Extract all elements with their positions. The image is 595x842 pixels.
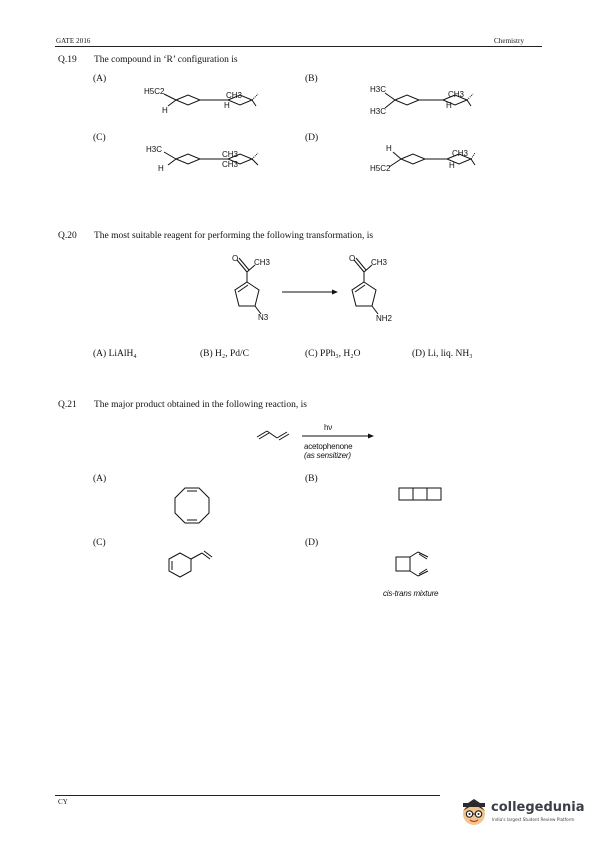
q21-option-d: (D): [305, 538, 319, 548]
q19-a-h2: H: [224, 101, 230, 110]
header-rule: [55, 46, 542, 47]
q19-b-h3c-top: H3C: [370, 85, 387, 94]
q21-arrow-top-label: hν: [324, 423, 333, 432]
q21-d-bicyclic: [394, 551, 438, 581]
collegedunia-logo[interactable]: [460, 797, 590, 831]
q21-a-cyclooctadiene: [172, 486, 212, 526]
q20-reactant-ch3: CH3: [254, 258, 271, 267]
q21-arrow-reagent: acetophenone: [304, 442, 353, 451]
header-exam: GATE 2016: [56, 37, 91, 45]
q20-number: Q.20: [58, 231, 77, 241]
brand-tagline: India's largest Student Review Platform: [492, 817, 575, 822]
q20-option-c: (C) PPh₃, H₂O: [305, 349, 361, 359]
footer-rule: [55, 795, 440, 796]
q19-option-b: (B): [305, 74, 318, 84]
footer-code: CY: [58, 798, 68, 806]
q19-c-ch3-top: CH3: [222, 150, 239, 159]
q20-product-nh2: NH2: [376, 314, 393, 323]
q19-d-h5c2: H5C2: [370, 164, 391, 173]
q21-butadiene-structure: [256, 428, 296, 442]
q19-d-h2: H: [449, 161, 455, 170]
q19-c-h3c: H3C: [146, 145, 163, 154]
q19-a-h: H: [162, 106, 168, 115]
q19-option-a: (A): [93, 74, 107, 84]
q21-number: Q.21: [58, 400, 77, 410]
q19-option-d: (D): [305, 133, 319, 143]
q21-arrow-sensitizer: (as sensitizer): [304, 451, 351, 460]
mascot-icon: [460, 799, 488, 827]
q19-c-h: H: [158, 164, 164, 173]
q21-c-vinylcyclohexene: [166, 548, 222, 582]
q19-c-ch3-bottom: CH3: [222, 160, 239, 169]
q20-option-a: (A) LiAlH₄: [93, 349, 137, 359]
q19-a-ch3: CH3: [226, 91, 243, 100]
q20-text: The most suitable reagent for performing the following transformation, is: [94, 231, 374, 241]
q21-option-b: (B): [305, 474, 318, 484]
q19-a-h5c2: H5C2: [144, 87, 165, 96]
q19-b-ch3: CH3: [448, 90, 465, 99]
q19-text: The compound in ‘R’ configuration is: [94, 55, 238, 65]
q21-text: The major product obtained in the following reaction, is: [94, 400, 307, 410]
q20-product-o: O: [349, 254, 356, 263]
q20-product-ch3: CH3: [371, 258, 388, 267]
q19-b-h3c-bottom: H3C: [370, 107, 387, 116]
brand-name: collegedunia: [491, 800, 585, 815]
q20-reactant-n3: N3: [258, 313, 269, 322]
q19-d-ch3: CH3: [452, 149, 469, 158]
q21-b-ladderane: [398, 487, 443, 501]
q19-b-h: H: [446, 101, 452, 110]
q20-option-d: (D) Li, liq. NH₃: [412, 349, 473, 359]
header-subject: Chemistry: [494, 37, 525, 45]
q19-option-c: (C): [93, 133, 106, 143]
q21-option-a: (A): [93, 474, 107, 484]
q21-d-note: cis-trans mixture: [383, 589, 439, 598]
q20-reaction-arrow: [282, 288, 338, 296]
q19-number: Q.19: [58, 55, 77, 65]
q20-reactant-o: O: [232, 254, 239, 263]
q21-option-c: (C): [93, 538, 106, 548]
q21-reaction-arrow: [302, 432, 374, 440]
q19-d-h: H: [386, 144, 392, 153]
q20-option-b: (B) H₂, Pd/C: [200, 349, 249, 359]
